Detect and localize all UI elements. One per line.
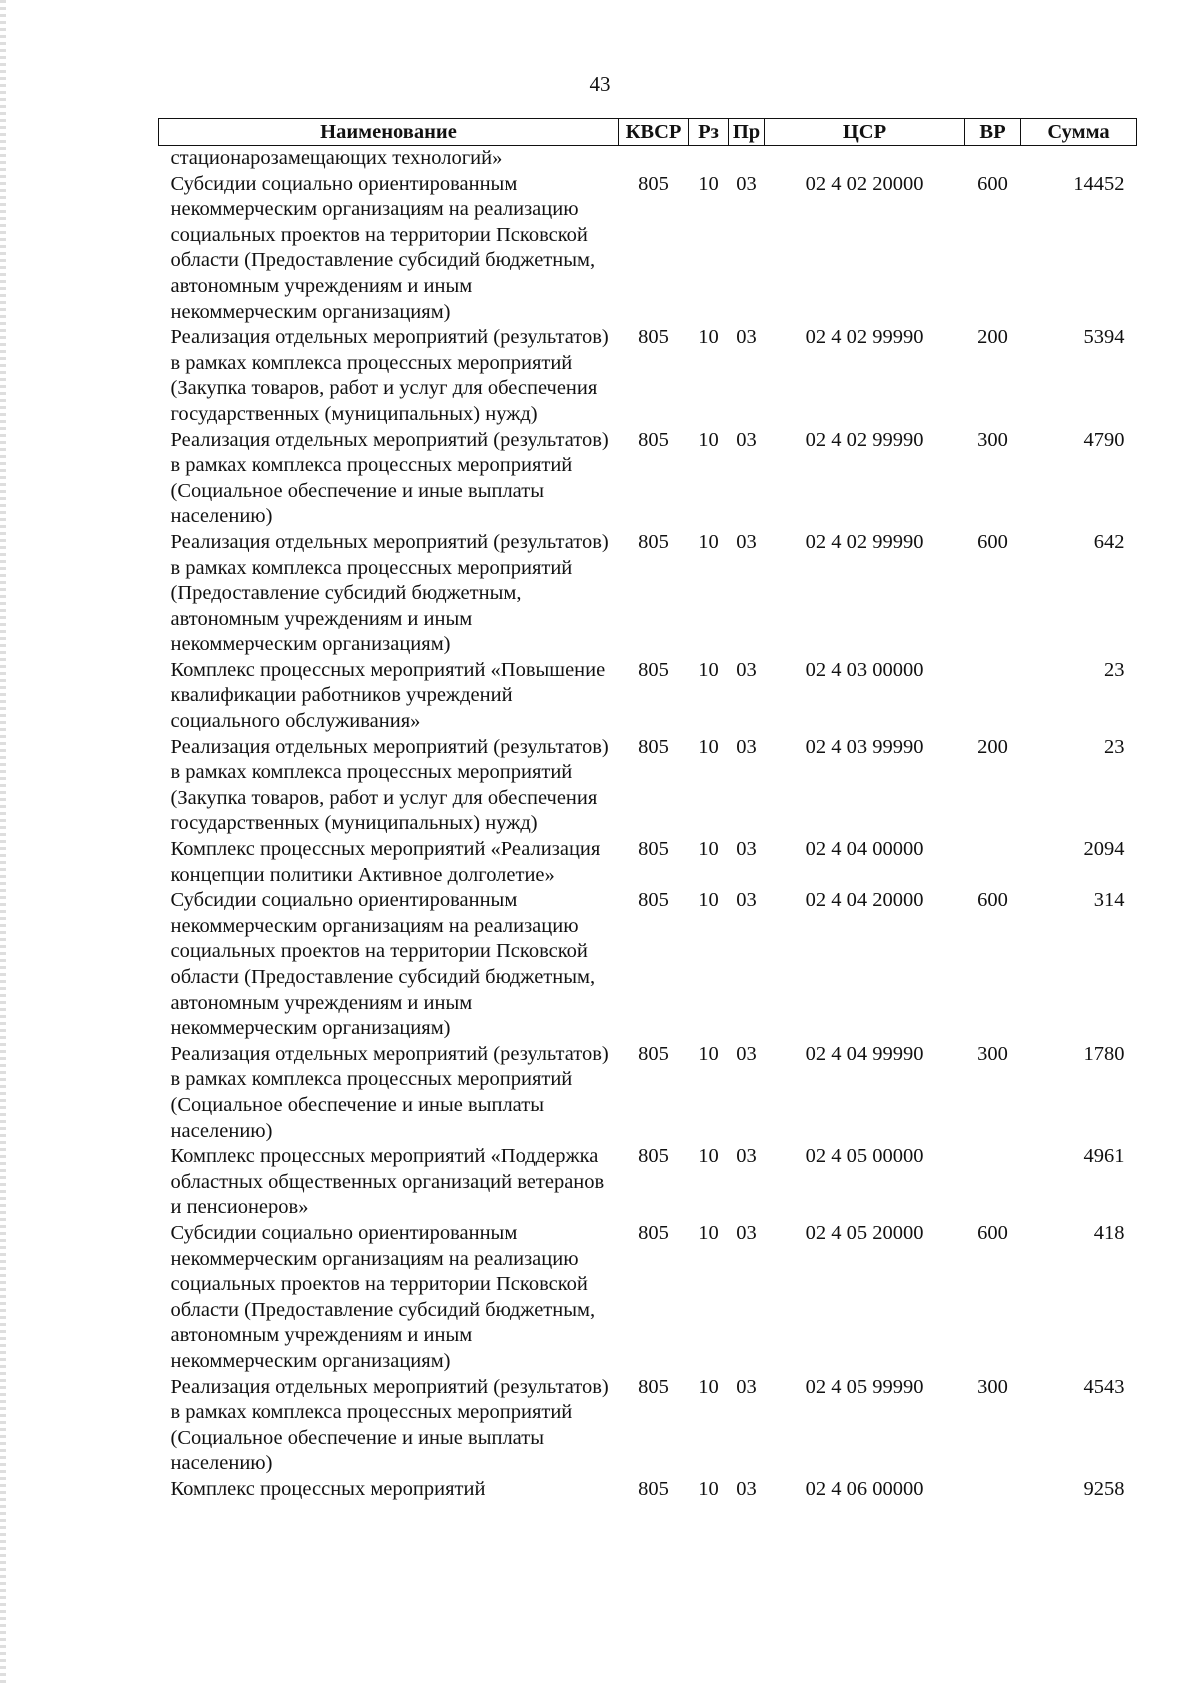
- table-row: [159, 1477, 1137, 1503]
- cell-vr: [965, 1144, 1021, 1221]
- cell-name: Реализация отдельных мероприятий (результатов) в рамках комплекса процессных мероприятий (Закупка товаров, работ и услуг для обеспечения государственных (муниципальных) нужд): [170, 326, 609, 425]
- cell-csr: 02 4 02 99990: [805, 530, 924, 553]
- cell-rz: 10: [698, 172, 719, 195]
- cell-kvsr: 805: [638, 1221, 669, 1244]
- cell-sum: 2094: [1083, 838, 1125, 861]
- cell-csr: 02 4 05 00000: [805, 1145, 924, 1168]
- cell-pr: 03: [736, 889, 757, 912]
- cell-vr: 200: [977, 735, 1008, 758]
- cell-sum: 14452: [1073, 172, 1125, 195]
- continuation-text: стационарозамещающих технологий»: [170, 147, 503, 169]
- cell-rz: 10: [698, 658, 719, 681]
- cell-csr: 02 4 05 99990: [805, 1375, 924, 1398]
- cell-csr: 02 4 04 00000: [805, 838, 924, 861]
- table-row: [159, 735, 1137, 837]
- cell-pr: 03: [736, 1145, 757, 1168]
- table-body: [159, 146, 1137, 1503]
- cell-kvsr: 805: [638, 658, 669, 681]
- cell-pr: 03: [736, 1221, 757, 1244]
- cell-vr: 300: [977, 1375, 1008, 1398]
- header-name: Наименование: [159, 119, 619, 146]
- cell-rz: 10: [698, 1145, 719, 1168]
- cell-sum: 4961: [1083, 1145, 1125, 1168]
- cell-name: Комплекс процессных мероприятий «Реализация концепции политики Активное долголетие»: [170, 838, 601, 886]
- cell-vr: 200: [977, 326, 1008, 349]
- table-row: [159, 325, 1137, 427]
- cell-kvsr: 805: [638, 172, 669, 195]
- cell-pr: 03: [736, 1477, 757, 1500]
- cell-vr: [965, 1477, 1021, 1503]
- cell-kvsr: 805: [638, 1145, 669, 1168]
- cell-name: Комплекс процессных мероприятий «Повышение квалификации работников учреждений социального обслуживания»: [170, 658, 606, 733]
- cell-pr: 03: [736, 530, 757, 553]
- cell-sum: 642: [1093, 530, 1125, 553]
- cell-sum: 9258: [1083, 1477, 1125, 1500]
- table-row: [159, 1221, 1137, 1375]
- cell-vr: 300: [977, 428, 1008, 451]
- cell-rz: 10: [698, 1477, 719, 1500]
- cell-pr: 03: [736, 1042, 757, 1065]
- cell-name: Реализация отдельных мероприятий (результатов) в рамках комплекса процессных мероприятий (Закупка товаров, работ и услуг для обеспечения государственных (муниципальных) нужд): [170, 735, 609, 835]
- header-rz: Рз: [689, 119, 729, 146]
- cell-name: Субсидии социально ориентированным некоммерческим организациям на реализацию социальных проектов на территории Псковской области (Предоставление субсидий бюджетным, автономным учреждениям и иным некоммерческим организациям): [170, 172, 596, 323]
- cell-rz: 10: [698, 530, 719, 553]
- cell-csr: 02 4 02 99990: [805, 428, 924, 451]
- cell-vr: [965, 837, 1021, 888]
- cell-kvsr: 805: [638, 1375, 669, 1398]
- cell-sum: 4543: [1083, 1375, 1125, 1398]
- table-header: [159, 119, 1137, 146]
- table-row: [159, 888, 1137, 1042]
- cell-csr: 02 4 05 20000: [805, 1221, 924, 1244]
- table-row: [159, 837, 1137, 888]
- table-row: [159, 530, 1137, 658]
- cell-name: Субсидии социально ориентированным некоммерческим организациям на реализацию социальных проектов на территории Псковской области (Предоставление субсидий бюджетным, автономным учреждениям и иным некоммерческим организациям): [170, 889, 596, 1040]
- table-row: [159, 1375, 1137, 1477]
- table-row: [159, 428, 1137, 530]
- cell-kvsr: 805: [638, 1042, 669, 1065]
- cell-vr: 300: [977, 1042, 1008, 1065]
- cell-sum: 23: [1104, 658, 1125, 681]
- cell-pr: 03: [736, 735, 757, 758]
- cell-csr: 02 4 04 99990: [805, 1042, 924, 1065]
- cell-name: Реализация отдельных мероприятий (результатов) в рамках комплекса процессных мероприятий (Предоставление субсидий бюджетным, автономным учреждениям и иным некоммерческим организациям): [170, 530, 609, 656]
- cell-csr: 02 4 04 20000: [805, 889, 924, 912]
- cell-pr: 03: [736, 1375, 757, 1398]
- cell-name: Реализация отдельных мероприятий (результатов) в рамках комплекса процессных мероприятий (Социальное обеспечение и иные выплаты населению): [170, 428, 609, 528]
- cell-sum: 4790: [1083, 428, 1125, 451]
- header-sum: Сумма: [1021, 119, 1137, 146]
- cell-csr: 02 4 02 99990: [805, 326, 924, 349]
- cell-name: Субсидии социально ориентированным некоммерческим организациям на реализацию социальных проектов на территории Псковской области (Предоставление субсидий бюджетным, автономным учреждениям и иным некоммерческим организациям): [170, 1221, 596, 1372]
- table-row: [159, 1042, 1137, 1144]
- cell-rz: 10: [698, 1042, 719, 1065]
- cell-vr: [965, 658, 1021, 735]
- cell-name: Реализация отдельных мероприятий (результатов) в рамках комплекса процессных мероприятий (Социальное обеспечение и иные выплаты населению): [170, 1375, 609, 1475]
- cell-rz: 10: [698, 1375, 719, 1398]
- cell-pr: 03: [736, 326, 757, 349]
- cell-name: Комплекс процессных мероприятий «Поддержка областных общественных организаций ветеранов и пенсионеров»: [170, 1145, 605, 1219]
- cell-pr: 03: [736, 428, 757, 451]
- cell-name: Комплекс процессных мероприятий: [170, 1477, 486, 1500]
- cell-sum: 314: [1093, 889, 1125, 912]
- header-pr: Пр: [729, 119, 765, 146]
- cell-vr: 600: [977, 172, 1008, 195]
- cell-vr: 600: [977, 889, 1008, 912]
- cell-sum: 5394: [1083, 326, 1125, 349]
- table-row: [159, 1144, 1137, 1221]
- cell-rz: 10: [698, 428, 719, 451]
- cell-sum: 23: [1104, 735, 1125, 758]
- page-number: 43: [589, 72, 611, 96]
- cell-csr: 02 4 03 99990: [805, 735, 924, 758]
- cell-vr: 600: [977, 1221, 1008, 1244]
- cell-rz: 10: [698, 838, 719, 861]
- cell-sum: 1780: [1083, 1042, 1125, 1065]
- cell-csr: 02 4 03 00000: [805, 658, 924, 681]
- cell-pr: 03: [736, 172, 757, 195]
- cell-vr: 600: [977, 530, 1008, 553]
- budget-table: [158, 118, 1137, 1502]
- cell-kvsr: 805: [638, 838, 669, 861]
- cell-kvsr: 805: [638, 326, 669, 349]
- cell-kvsr: 805: [638, 889, 669, 912]
- cell-kvsr: 805: [638, 428, 669, 451]
- cell-kvsr: 805: [638, 530, 669, 553]
- cell-rz: 10: [698, 735, 719, 758]
- header-kvsr: КВСР: [619, 119, 689, 146]
- scan-edge-artifact: [0, 0, 6, 1686]
- table-row-continuation: [159, 146, 1137, 172]
- table-row: [159, 658, 1137, 735]
- cell-pr: 03: [736, 658, 757, 681]
- cell-csr: 02 4 02 20000: [805, 172, 924, 195]
- header-csr: ЦСР: [765, 119, 965, 146]
- cell-rz: 10: [698, 889, 719, 912]
- cell-name: Реализация отдельных мероприятий (результатов) в рамках комплекса процессных мероприятий (Социальное обеспечение и иные выплаты населению): [170, 1042, 609, 1142]
- cell-kvsr: 805: [638, 735, 669, 758]
- cell-rz: 10: [698, 1221, 719, 1244]
- table-row: [159, 172, 1137, 326]
- cell-sum: 418: [1093, 1221, 1125, 1244]
- header-vr: ВР: [965, 119, 1021, 146]
- cell-rz: 10: [698, 326, 719, 349]
- cell-pr: 03: [736, 838, 757, 861]
- cell-kvsr: 805: [638, 1477, 669, 1500]
- cell-csr: 02 4 06 00000: [805, 1477, 924, 1500]
